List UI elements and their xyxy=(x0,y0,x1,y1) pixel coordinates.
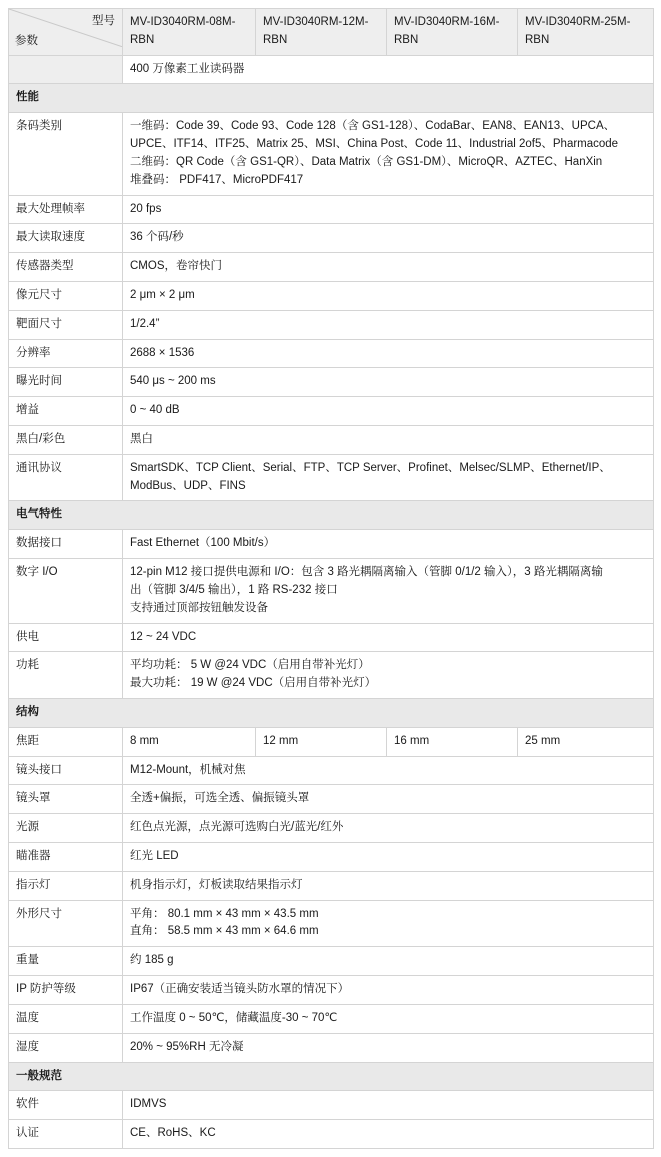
table-row xyxy=(9,900,654,947)
row-value xyxy=(123,224,654,253)
section-title: 性能 xyxy=(9,84,654,113)
row-label: 软件 xyxy=(9,1091,123,1120)
row-label: 数字 I/O xyxy=(9,559,123,623)
value-line: 约 185 g xyxy=(130,954,174,967)
row-value xyxy=(123,843,654,872)
subtitle-spacer xyxy=(9,55,123,84)
row-label: 供电 xyxy=(9,623,123,652)
row-label: 指示灯 xyxy=(9,871,123,900)
section-title: 电气特性 xyxy=(9,501,654,530)
row-value: 12 mm xyxy=(256,727,387,756)
table-row xyxy=(9,756,654,785)
product-subtitle: 400 万像素工业读码器 xyxy=(123,55,654,84)
table-row xyxy=(9,727,654,756)
row-label: 靶面尺寸 xyxy=(9,310,123,339)
value-line: 机身指示灯，灯板读取结果指示灯 xyxy=(130,878,303,891)
value-line: 直角： 58.5 mm × 43 mm × 64.6 mm xyxy=(130,925,319,938)
value-line: 20% ~ 95%RH 无冷凝 xyxy=(130,1040,244,1053)
table-row xyxy=(9,976,654,1005)
value-line: 36 个码/秒 xyxy=(130,231,184,244)
table-row xyxy=(9,623,654,652)
value-line: 20 fps xyxy=(130,202,162,215)
row-label: 增益 xyxy=(9,397,123,426)
row-value: 8 mm xyxy=(123,727,256,756)
row-value xyxy=(123,559,654,623)
row-value xyxy=(123,454,654,501)
section-header-row xyxy=(9,501,654,530)
value-line: 12 ~ 24 VDC xyxy=(130,630,197,643)
header-corner-cell xyxy=(9,9,123,56)
value-line: 红光 LED xyxy=(130,850,179,862)
value-line: 支持通过顶部按钮触发设备 xyxy=(130,601,268,614)
table-row xyxy=(9,397,654,426)
row-value xyxy=(123,871,654,900)
table-row xyxy=(9,1033,654,1062)
table-row xyxy=(9,652,654,699)
row-value xyxy=(123,652,654,699)
row-label: 瞄准器 xyxy=(9,843,123,872)
row-label: 焦距 xyxy=(9,727,123,756)
value-line: 黑白 xyxy=(130,433,153,445)
table-row xyxy=(9,224,654,253)
model-column-2: MV-ID3040RM-12M-RBN xyxy=(256,9,387,56)
row-label: 条码类别 xyxy=(9,113,123,195)
header-corner-param-label: 参数 xyxy=(15,34,38,47)
row-value xyxy=(123,426,654,455)
row-value xyxy=(123,1033,654,1062)
table-header-row xyxy=(9,9,654,56)
value-line: IP67（正确安装适当镜头防水罩的情况下） xyxy=(130,983,350,996)
row-label: 分辨率 xyxy=(9,339,123,368)
value-line: 工作温度 0 ~ 50℃，储藏温度-30 ~ 70℃ xyxy=(130,1011,338,1024)
row-label: 黑白/彩色 xyxy=(9,426,123,455)
row-value xyxy=(123,1120,654,1149)
row-label: 光源 xyxy=(9,814,123,843)
table-row xyxy=(9,426,654,455)
section-header-row xyxy=(9,1062,654,1091)
row-label: 功耗 xyxy=(9,652,123,699)
value-line: 出（管脚 3/4/5 输出），1 路 RS-232 接口 xyxy=(130,583,338,596)
row-value xyxy=(123,1004,654,1033)
table-row xyxy=(9,814,654,843)
row-value xyxy=(123,339,654,368)
table-row xyxy=(9,310,654,339)
value-line: ModBus、UDP、FINS xyxy=(130,479,246,492)
table-row xyxy=(9,843,654,872)
value-line: Fast Ethernet（100 Mbit/s） xyxy=(130,537,276,550)
table-row xyxy=(9,1091,654,1120)
row-value xyxy=(123,623,654,652)
value-line: CE、RoHS、KC xyxy=(130,1127,216,1140)
row-label: 镜头罩 xyxy=(9,785,123,814)
value-line: 二维码：QR Code（含 GS1-QR）、Data Matrix（含 GS1-DM）、MicroQR、AZTEC、HanXin xyxy=(130,155,603,168)
subtitle-row xyxy=(9,55,654,84)
row-value xyxy=(123,310,654,339)
row-value: 25 mm xyxy=(518,727,654,756)
row-label: 曝光时间 xyxy=(9,368,123,397)
row-value xyxy=(123,947,654,976)
row-label: 温度 xyxy=(9,1004,123,1033)
table-row xyxy=(9,281,654,310)
row-value xyxy=(123,113,654,195)
row-label: 重量 xyxy=(9,947,123,976)
row-label: 镜头接口 xyxy=(9,756,123,785)
value-line: 堆叠码： PDF417、MicroPDF417 xyxy=(130,173,304,186)
row-value xyxy=(123,530,654,559)
row-label: 湿度 xyxy=(9,1033,123,1062)
table-row xyxy=(9,871,654,900)
model-column-1: MV-ID3040RM-08M-RBN xyxy=(123,9,256,56)
row-value xyxy=(123,368,654,397)
table-body xyxy=(9,9,654,1149)
value-line: 平角： 80.1 mm × 43 mm × 43.5 mm xyxy=(130,907,319,920)
value-line: 平均功耗： 5 W @24 VDC（启用自带补光灯） xyxy=(130,659,370,672)
table-row xyxy=(9,195,654,224)
row-label: IP 防护等级 xyxy=(9,976,123,1005)
table-row xyxy=(9,253,654,282)
table-row xyxy=(9,530,654,559)
row-value xyxy=(123,785,654,814)
model-column-4: MV-ID3040RM-25M-RBN xyxy=(518,9,654,56)
row-label: 传感器类型 xyxy=(9,253,123,282)
table-row xyxy=(9,785,654,814)
value-line: 2 μm × 2 μm xyxy=(130,288,195,301)
row-value xyxy=(123,756,654,785)
value-line: 最大功耗： 19 W @24 VDC（启用自带补光灯） xyxy=(130,677,377,690)
section-header-row xyxy=(9,84,654,113)
row-value xyxy=(123,900,654,947)
value-line: IDMVS xyxy=(130,1098,167,1111)
value-line: 0 ~ 40 dB xyxy=(130,404,180,417)
table-row xyxy=(9,368,654,397)
value-line: 12-pin M12 接口提供电源和 I/O：包含 3 路光耦隔离输入（管脚 0/1/2 输入），3 路光耦隔离输 xyxy=(130,566,603,579)
specification-table xyxy=(8,8,654,1149)
row-label: 数据接口 xyxy=(9,530,123,559)
row-label: 像元尺寸 xyxy=(9,281,123,310)
value-line: 全透+偏振，可选全透、偏振镜头罩 xyxy=(130,792,310,805)
section-title: 结构 xyxy=(9,698,654,727)
table-row xyxy=(9,454,654,501)
row-label: 外形尺寸 xyxy=(9,900,123,947)
value-line: 540 μs ~ 200 ms xyxy=(130,375,216,388)
row-label: 最大处理帧率 xyxy=(9,195,123,224)
row-value xyxy=(123,814,654,843)
section-title: 一般规范 xyxy=(9,1062,654,1091)
section-header-row xyxy=(9,698,654,727)
header-corner-model-label: 型号 xyxy=(92,15,115,27)
value-line: SmartSDK、TCP Client、Serial、FTP、TCP Server、Profinet、Melsec/SLMP、Ethernet/IP、 xyxy=(130,461,611,474)
row-value xyxy=(123,1091,654,1120)
row-value xyxy=(123,976,654,1005)
value-line: UPCE、ITF14、ITF25、Matrix 25、MSI、China Post、Code 11、Industrial 2of5、Pharmacode xyxy=(130,138,619,151)
table-row xyxy=(9,339,654,368)
table-row xyxy=(9,1120,654,1149)
row-label: 最大读取速度 xyxy=(9,224,123,253)
table-row xyxy=(9,559,654,623)
row-label: 通讯协议 xyxy=(9,454,123,501)
row-value: 16 mm xyxy=(387,727,518,756)
table-row xyxy=(9,1004,654,1033)
value-line: M12-Mount，机械对焦 xyxy=(130,763,246,776)
row-label: 认证 xyxy=(9,1120,123,1149)
value-line: 1/2.4” xyxy=(130,317,160,330)
row-value xyxy=(123,253,654,282)
row-value xyxy=(123,281,654,310)
value-line: CMOS，卷帘快门 xyxy=(130,260,222,273)
table-row xyxy=(9,947,654,976)
row-value xyxy=(123,195,654,224)
row-value xyxy=(123,397,654,426)
value-line: 一维码：Code 39、Code 93、Code 128（含 GS1-128）、CodaBar、EAN8、EAN13、UPCA、 xyxy=(130,120,616,133)
table-row xyxy=(9,113,654,195)
model-column-3: MV-ID3040RM-16M-RBN xyxy=(387,9,518,56)
value-line: 红色点光源，点光源可选购白光/蓝光/红外 xyxy=(130,821,344,834)
value-line: 2688 × 1536 xyxy=(130,346,195,359)
